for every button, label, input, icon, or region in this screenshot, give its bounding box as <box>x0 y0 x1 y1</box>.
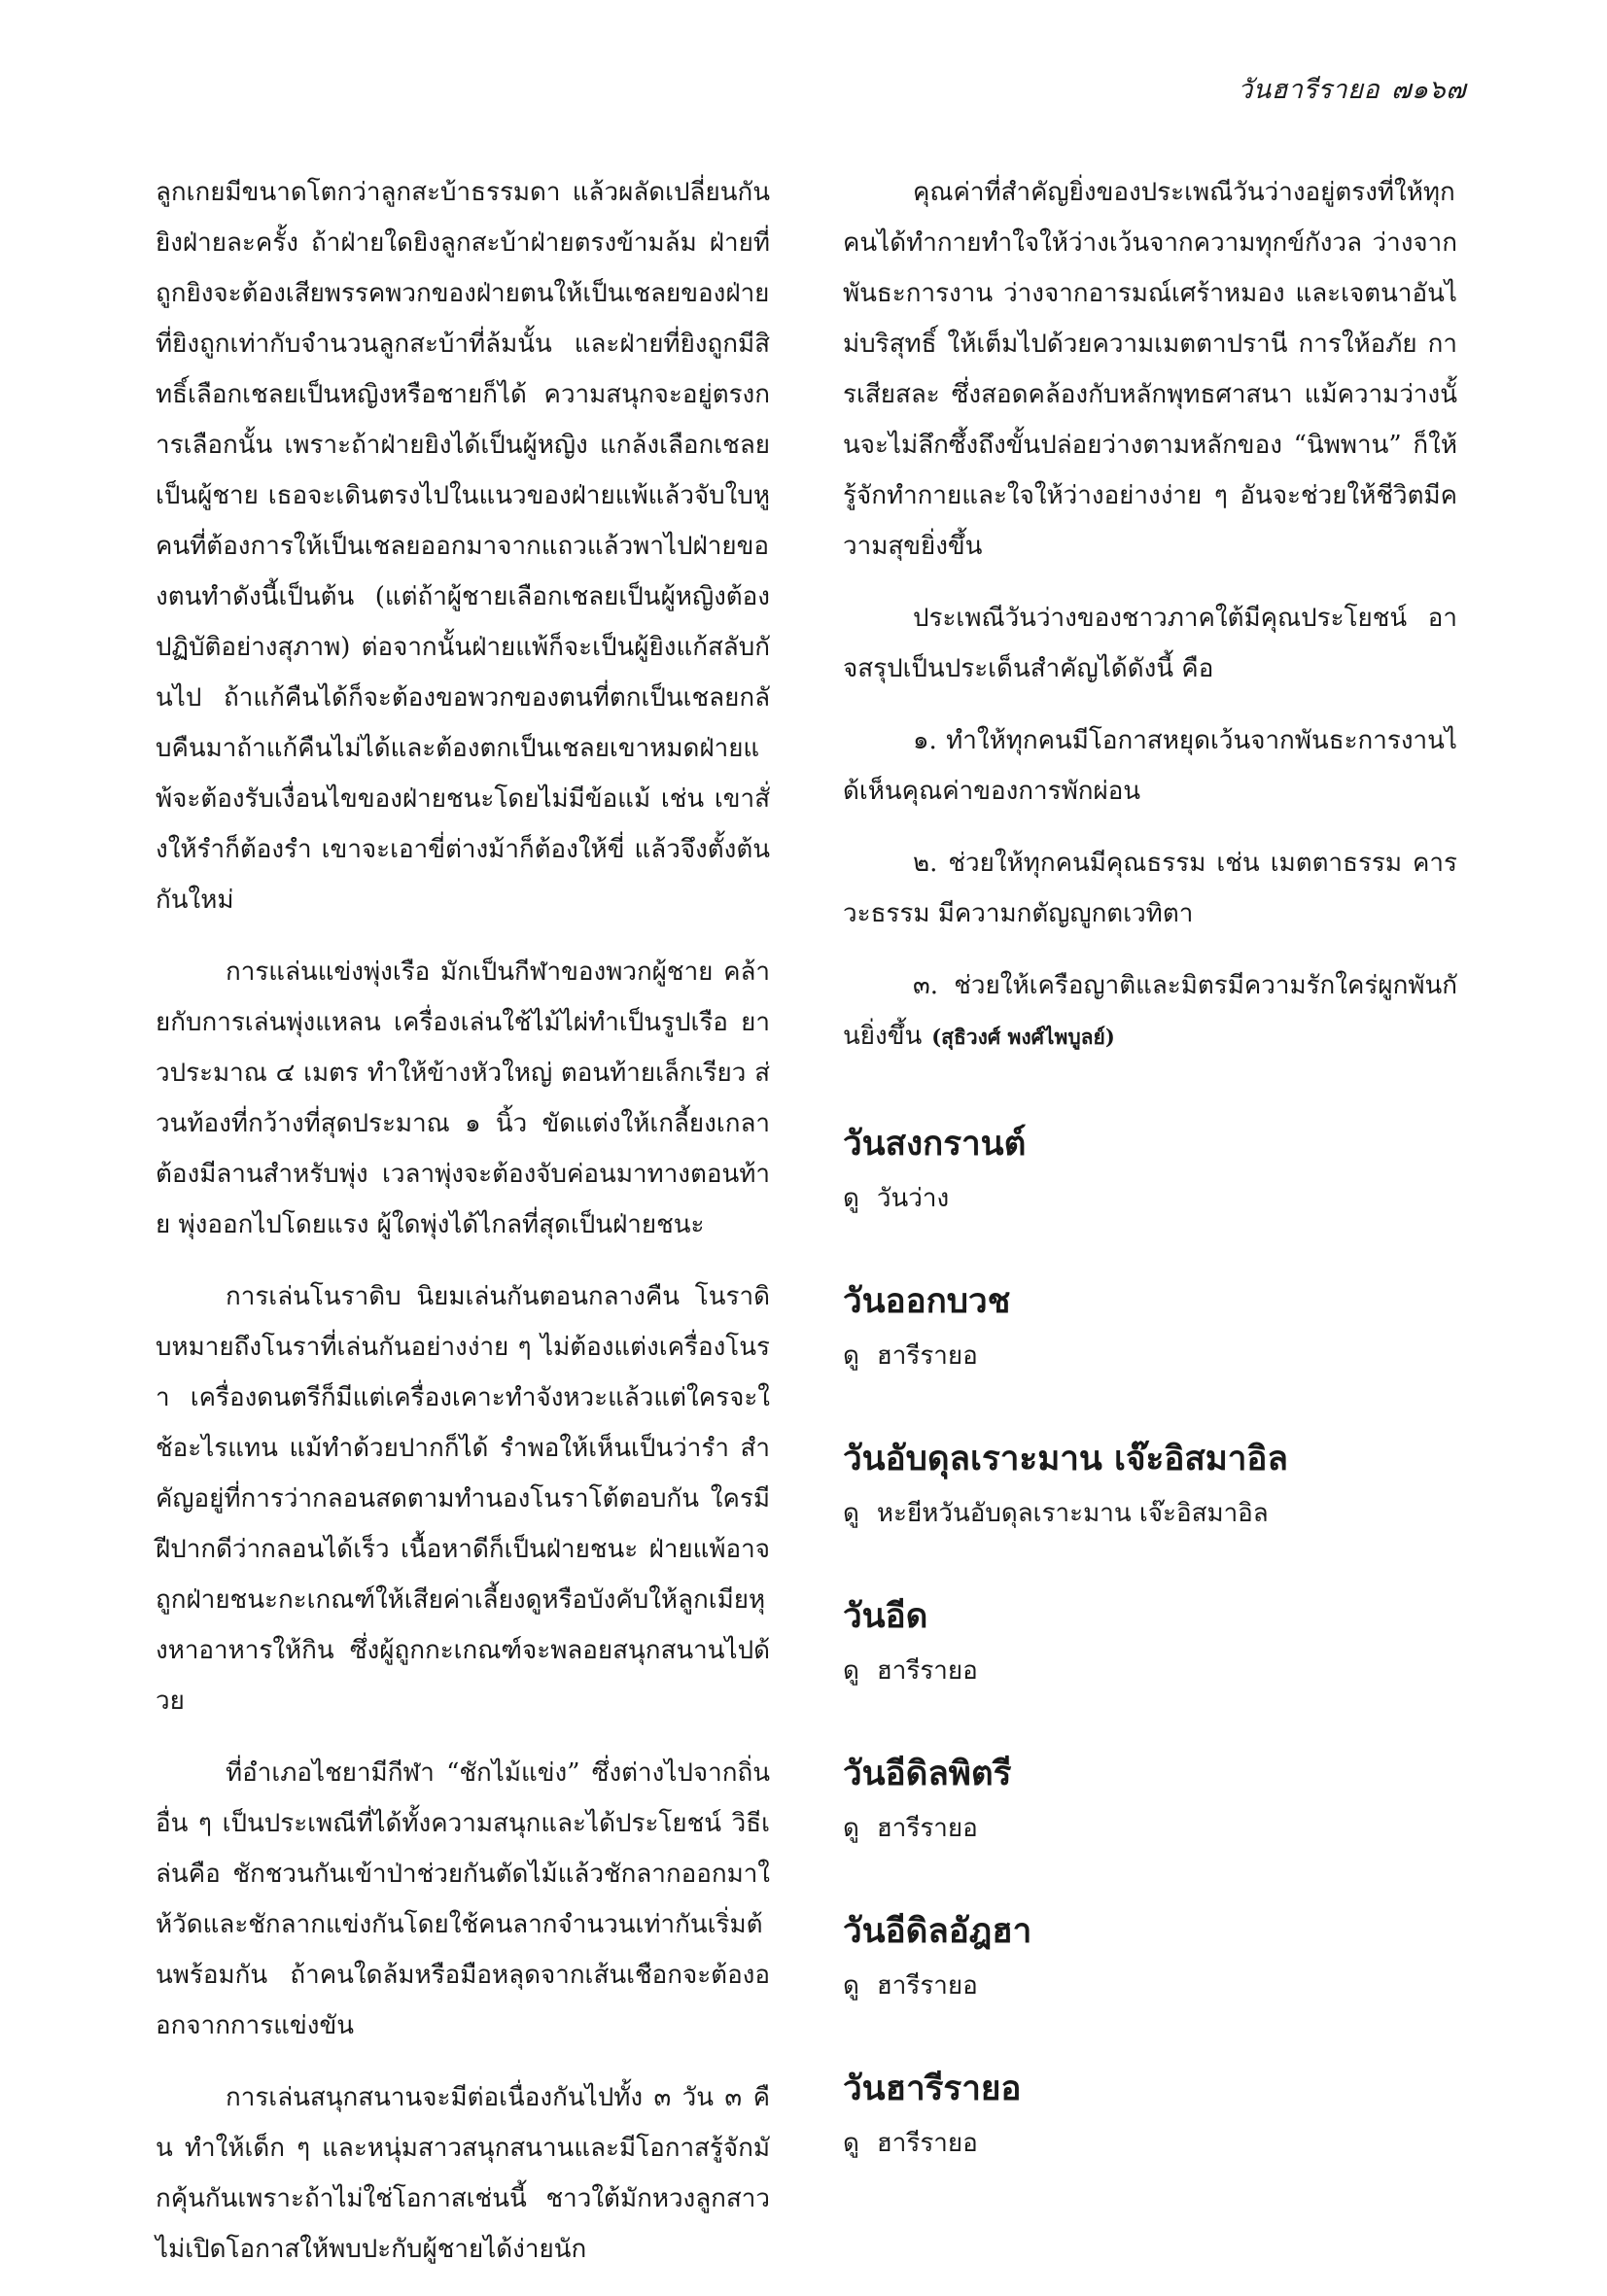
entry-title: วันฮารีรายอ <box>843 2070 1022 2108</box>
entry-title: วันอับดุลเราะมาน เจ๊ะอิสมาอิล <box>843 1440 1288 1478</box>
cross-reference <box>843 1490 1457 1537</box>
entry-title: วันอีดิลพิตรี <box>843 1755 1012 1793</box>
author-citation: (สุธิวงศ์ พงศ์ไพบูลย์) <box>931 1025 1115 1049</box>
see-label: ดู <box>843 1814 859 1843</box>
reference-target: ฮารีรายอ <box>876 1814 978 1843</box>
cross-reference <box>843 2120 1457 2167</box>
see-label: ดู <box>843 1184 859 1213</box>
cross-reference <box>843 1175 1457 1222</box>
list-item: ๑. ทำให้ทุกคนมีโอกาสหยุดเว้นจากพันธะการงานได้เห็นคุณค่าของการพักผ่อน <box>843 726 1457 806</box>
reference-target: ฮารีรายอ <box>876 1341 978 1371</box>
reference-target: ฮารีรายอ <box>876 1656 978 1686</box>
entry-title: วันสงกรานต์ <box>843 1125 1027 1164</box>
see-label: ดู <box>843 2129 859 2158</box>
cross-reference <box>843 1963 1457 2009</box>
entry-title: วันอีดิลอัฎฮา <box>843 1912 1032 1951</box>
see-label: ดู <box>843 1656 859 1686</box>
cross-reference <box>843 1805 1457 1852</box>
reference-target: ฮารีรายอ <box>876 2129 978 2158</box>
paragraph: การแล่นแข่งพุ่งเรือ มักเป็นกีฬาของพวกผู้ชาย คล้ายกับการเล่นพุ่งแหลน เครื่องเล่นใช้ไม้ไผ่ทำเป็นรูปเรือ ยาวประมาณ ๔ เมตร ทำให้ข้างหัวใหญ่ ตอนท้ายเล็กเรียว ส่วนท้องที่กว้างที่สุดประมาณ ๑ นิ้ว ขัดแต่งให้เกลี้ยงเกลา ต้องมีลานสำหรับพุ่ง เวลาพุ่งจะต้องจับค่อนมาทางตอนท้าย พุ่งออกไปโดยแรง ผู้ใดพุ่งได้ไกลที่สุดเป็นฝ่ายชนะ <box>156 957 770 1239</box>
page-number: ๗๑๖๗ <box>1391 75 1466 105</box>
dictionary-entry <box>843 1751 1457 1852</box>
reference-target: หะยีหวันอับดุลเราะมาน เจ๊ะอิสมาอิล <box>876 1499 1269 1528</box>
paragraph: ที่อำเภอไชยามีกีฬา “ชักไม้แข่ง” ซึ่งต่างไปจากถิ่นอื่น ๆ เป็นประเพณีที่ได้ทั้งความสนุกและได้ประโยชน์ วิธีเล่นคือ ชักชวนกันเข้าป่าช่วยกันตัดไม้แล้วชักลากออกมาให้วัดและชักลากแข่งกันโดยใช้คนลากจำนวนเท่ากันเริ่มต้นพร้อมกัน ถ้าคนใดล้มหรือมือหลุดจากเส้นเชือกจะต้องออกจากการแข่งขัน <box>156 1758 770 2040</box>
entry-title: วันอีด <box>843 1597 928 1636</box>
dictionary-entry <box>843 1593 1457 1694</box>
entry-title: วันออกบวช <box>843 1282 1011 1321</box>
dictionary-entry <box>843 1436 1457 1537</box>
paragraph: คุณค่าที่สำคัญยิ่งของประเพณีวันว่างอยู่ตรงที่ให้ทุกคนได้ทำกายทำใจให้ว่างเว้นจากความทุกข์กังวล ว่างจากพันธะการงาน ว่างจากอารมณ์เศร้าหมอง และเจตนาอันไม่บริสุทธิ์ ให้เต็มไปด้วยความเมตตาปรานี การให้อภัย การเสียสละ ซึ่งสอดคล้องกับหลักพุทธศาสนา แม้ความว่างนั้นจะไม่ลึกซึ้งถึงขั้นปล่อยว่างตามหลักของ “นิพพาน” ก็ให้รู้จักทำกายและใจให้ว่างอย่างง่าย ๆ อันจะช่วยให้ชีวิตมีความสุขยิ่งขึ้น <box>843 178 1457 561</box>
list-item <box>843 960 1457 1062</box>
running-head <box>1238 68 1466 110</box>
reference-target: ฮารีรายอ <box>876 1971 978 2000</box>
list-item-text: ๓. ช่วยให้เครือญาติและมิตรมีความรักใคร่ผูกพันกันยิ่งขึ้น <box>843 971 1457 1051</box>
dictionary-entry <box>843 1278 1457 1379</box>
right-column <box>843 167 1457 2167</box>
see-label: ดู <box>843 1341 859 1371</box>
paragraph: ลูกเกยมีขนาดโตกว่าลูกสะบ้าธรรมดา แล้วผลัดเปลี่ยนกันยิงฝ่ายละครั้ง ถ้าฝ่ายใดยิงลูกสะบ้าฝ่ายตรงข้ามล้ม ฝ่ายที่ถูกยิงจะต้องเสียพรรคพวกของฝ่ายตนให้เป็นเชลยของฝ่ายที่ยิงถูกเท่ากับจำนวนลูกสะบ้าที่ล้มนั้น และฝ่ายที่ยิงถูกมีสิทธิ์เลือกเชลยเป็นหญิงหรือชายก็ได้ ความสนุกจะอยู่ตรงการเลือกนั้น เพราะถ้าฝ่ายยิงได้เป็นผู้หญิง แกล้งเลือกเชลยเป็นผู้ชาย เธอจะเดินตรงไปในแนวของฝ่ายแพ้แล้วจับใบหูคนที่ต้องการให้เป็นเชลยออกมาจากแถวแล้วพาไปฝ่ายของตนทำดังนี้เป็นต้น (แต่ถ้าผู้ชายเลือกเชลยเป็นผู้หญิงต้องปฏิบัติอย่างสุภาพ) ต่อจากนั้นฝ่ายแพ้ก็จะเป็นผู้ยิงแก้สลับกันไป ถ้าแก้คืนได้ก็จะต้องขอพวกของตนที่ตกเป็นเชลยกลับคืนมาถ้าแก้คืนไม่ได้และต้องตกเป็นเชลยเขาหมดฝ่ายแพ้จะต้องรับเงื่อนไขของฝ่ายชนะโดยไม่มีข้อแม้ เช่น เขาสั่งให้รำก็ต้องรำ เขาจะเอาขี่ต่างม้าก็ต้องให้ขี่ แล้วจึงตั้งต้นกันใหม่ <box>156 178 770 915</box>
left-column <box>156 167 770 2296</box>
running-head-title: วันฮารีรายอ <box>1238 75 1380 105</box>
dictionary-entry <box>843 2066 1457 2167</box>
cross-reference <box>843 1648 1457 1694</box>
dictionary-entry <box>843 1121 1457 1222</box>
list-item: ๒. ช่วยให้ทุกคนมีคุณธรรม เช่น เมตตาธรรม คารวะธรรม มีความกตัญญูกตเวทิตา <box>843 849 1457 928</box>
paragraph: การเล่นโนราดิบ นิยมเล่นกันตอนกลางคืน โนราดิบหมายถึงโนราที่เล่นกันอย่างง่าย ๆ ไม่ต้องแต่งเครื่องโนรา เครื่องดนตรีก็มีแต่เครื่องเคาะทำจังหวะแล้วแต่ใครจะใช้อะไรแทน แม้ทำด้วยปากก็ได้ รำพอให้เห็นเป็นว่ารำ สำคัญอยู่ที่การว่ากลอนสดตามทำนองโนราโต้ตอบกัน ใครมีฝีปากดีว่ากลอนได้เร็ว เนื้อหาดีก็เป็นฝ่ายชนะ ฝ่ายแพ้อาจถูกฝ่ายชนะกะเกณฑ์ให้เสียค่าเลี้ยงดูหรือบังคับให้ลูกเมียหุงหาอาหารให้กิน ซึ่งผู้ถูกกะเกณฑ์จะพลอยสนุกสนานไปด้วย <box>156 1282 770 1716</box>
cross-reference <box>843 1333 1457 1379</box>
dictionary-entry <box>843 1908 1457 2009</box>
see-label: ดู <box>843 1971 859 2000</box>
paragraph: การเล่นสนุกสนานจะมีต่อเนื่องกันไปทั้ง ๓ วัน ๓ คืน ทำให้เด็ก ๆ และหนุ่มสาวสนุกสนานและมีโอกาสรู้จักมักคุ้นกันเพราะถ้าไม่ใช่โอกาสเช่นนี้ ชาวใต้มักหวงลูกสาวไม่เปิดโอกาสให้พบปะกับผู้ชายได้ง่ายนัก <box>156 2083 770 2264</box>
paragraph: ประเพณีวันว่างของชาวภาคใต้มีคุณประโยชน์ อาจสรุปเป็นประเด็นสำคัญได้ดังนี้ คือ <box>843 604 1457 683</box>
see-label: ดู <box>843 1499 859 1528</box>
reference-target: วันว่าง <box>876 1184 950 1213</box>
